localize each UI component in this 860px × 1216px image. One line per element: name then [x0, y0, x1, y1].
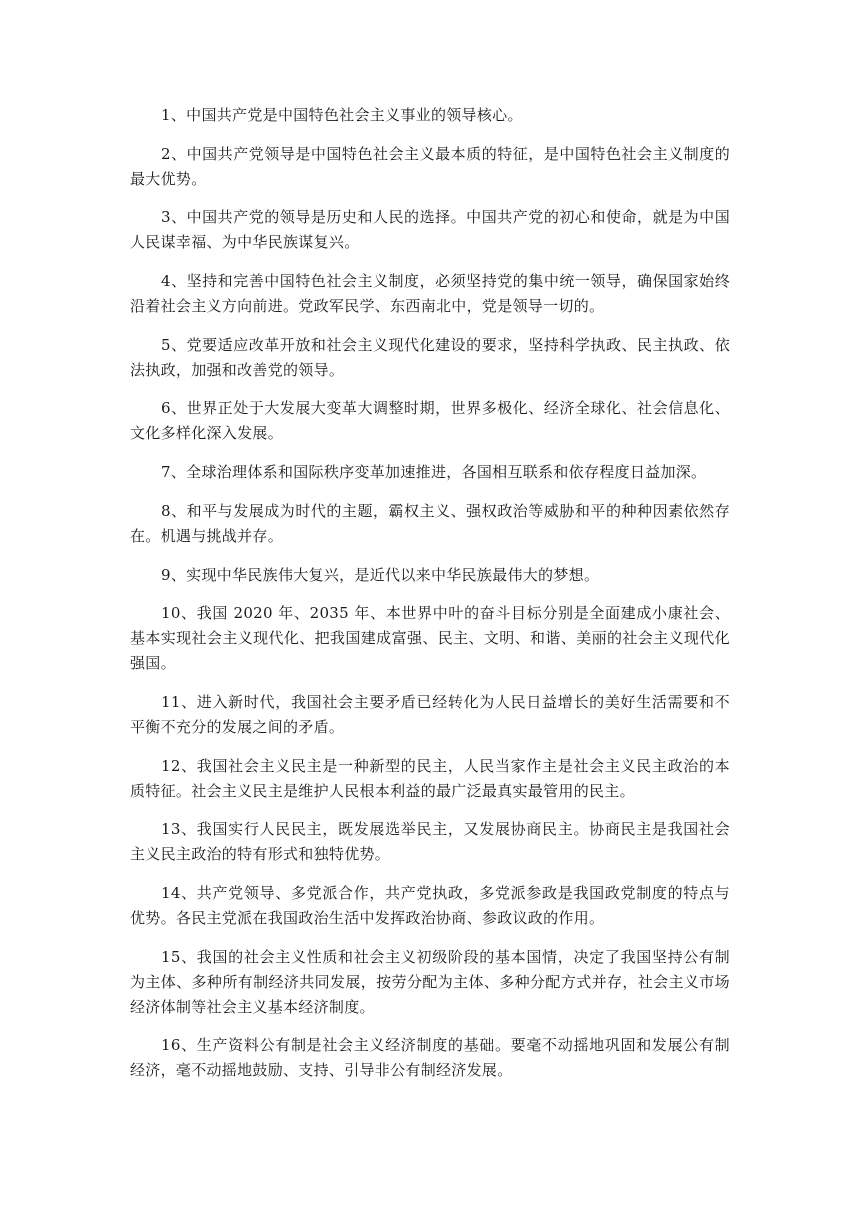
- paragraph-15: 15、我国的社会主义性质和社会主义初级阶段的基本国情，决定了我国坚持公有制为主体、多种所有制经济共同发展，按劳分配为主体、多种分配方式并存，社会主义市场经济体制等社会主义基本经济制度。: [130, 947, 730, 1016]
- paragraph-16: 16、生产资料公有制是社会主义经济制度的基础。要毫不动摇地巩固和发展公有制经济，毫不动摇地鼓励、支持、引导非公有制经济发展。: [130, 1036, 730, 1080]
- paragraph-13: 13、我国实行人民民主，既发展选举民主，又发展协商民主。协商民主是我国社会主义民主政治的特有形式和独特优势。: [130, 820, 730, 864]
- document-body: [130, 103, 730, 1097]
- paragraph-2: 2、中国共产党领导是中国特色社会主义最本质的特征，是中国特色社会主义制度的最大优势。: [130, 144, 730, 188]
- paragraph-6: 6、世界正处于大发展大变革大调整时期，世界多极化、经济全球化、社会信息化、文化多样化深入发展。: [130, 399, 730, 443]
- paragraph-8: 8、和平与发展成为时代的主题，霸权主义、强权政治等威胁和平的种种因素依然存在。机遇与挑战并存。: [130, 501, 730, 545]
- paragraph-3: 3、中国共产党的领导是历史和人民的选择。中国共产党的初心和使命，就是为中国人民谋幸福、为中华民族谋复兴。: [130, 208, 730, 252]
- paragraph-5: 5、党要适应改革开放和社会主义现代化建设的要求，坚持科学执政、民主执政、依法执政，加强和改善党的领导。: [130, 335, 730, 379]
- paragraph-12: 12、我国社会主义民主是一种新型的民主，人民当家作主是社会主义民主政治的本质特征。社会主义民主是维护人民根本利益的最广泛最真实最管用的民主。: [130, 756, 730, 800]
- paragraph-4: 4、坚持和完善中国特色社会主义制度，必须坚持党的集中统一领导，确保国家始终沿着社会主义方向前进。党政军民学、东西南北中，党是领导一切的。: [130, 272, 730, 316]
- paragraph-9: 9、实现中华民族伟大复兴，是近代以来中华民族最伟大的梦想。: [161, 565, 600, 584]
- paragraph-14: 14、共产党领导、多党派合作，共产党执政，多党派参政是我国政党制度的特点与优势。各民主党派在我国政治生活中发挥政治协商、参政议政的作用。: [130, 883, 730, 927]
- paragraph-1: 1、中国共产党是中国特色社会主义事业的领导核心。: [161, 106, 523, 124]
- paragraph-7: 7、全球治理体系和国际秩序变革加速推进，各国相互联系和依存程度日益加深。: [161, 463, 707, 482]
- paragraph-11: 11、进入新时代，我国社会主要矛盾已经转化为人民日益增长的美好生活需要和不平衡不充分的发展之间的矛盾。: [130, 692, 730, 736]
- paragraph-10: 10、我国 2020 年、2035 年、本世界中叶的奋斗目标分别是全面建成小康社会、基本实现社会主义现代化、把我国建成富强、民主、文明、和谐、美丽的社会主义现代化强国。: [130, 604, 730, 673]
